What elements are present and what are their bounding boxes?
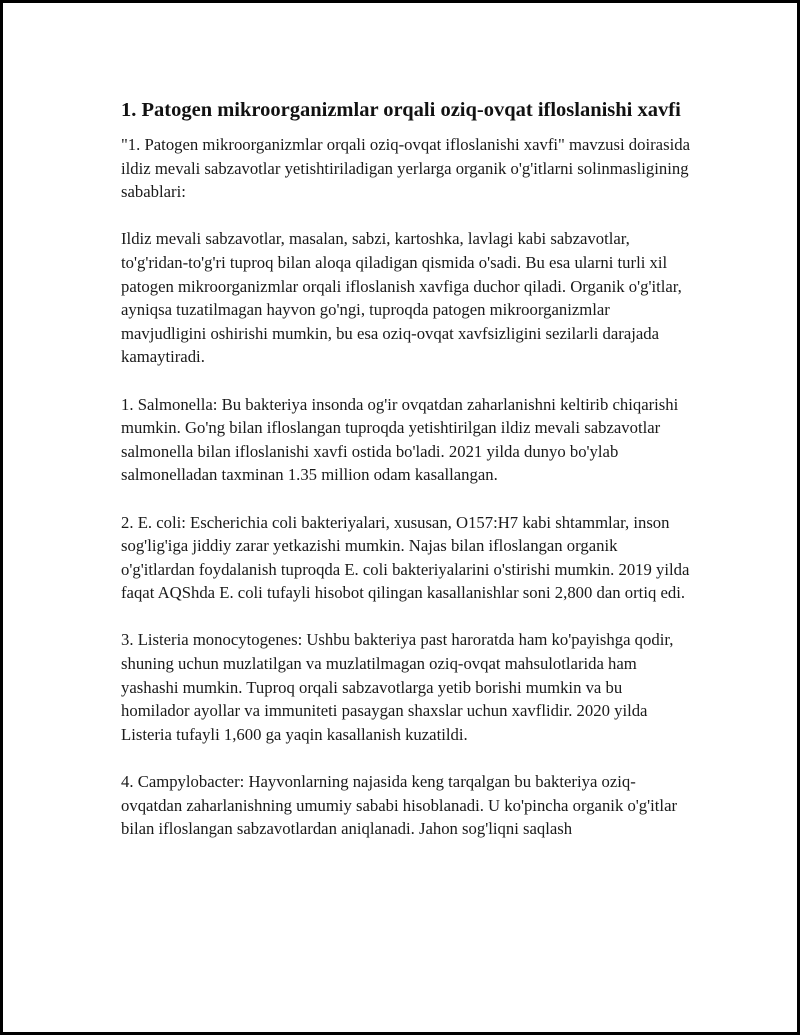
ecoli-paragraph: 2. E. coli: Escherichia coli bakteriyalari, xususan, O157:H7 kabi shtammlar, inson sog'lig'iga jiddiy zarar yetkazishi mumkin. Najas bilan ifloslangan organik o'g'itlardan foydalanish tuproqda E. coli bakteriyalarini o'stirishi mumkin. 2019 yilda faqat AQShda E. coli tufayli hisobot qilingan kasallanishlar soni 2,800 dan ortiq edi.: [121, 512, 690, 603]
intro-paragraph: "1. Patogen mikroorganizmlar orqali oziq-ovqat ifloslanishi xavfi" mavzusi doirasida ildiz mevali sabzavotlar yetishtiriladigan yerlarga organik o'g'itlarni solinmasligining sabablari:: [121, 135, 690, 202]
section-heading: 1. Patogen mikroorganizmlar orqali oziq-ovqat ifloslanishi xavfi: [121, 99, 681, 121]
document-body: [121, 95, 693, 864]
salmonella-paragraph: 1. Salmonella: Bu bakteriya insonda og'ir ovqatdan zaharlanishni keltirib chiqarishi mumkin. Go'ng bilan ifloslangan tuproqda yetishtirilgan ildiz mevali sabzavotlar salmonella bilan ifloslanishi xavfi ostida bo'ladi. 2021 yilda dunyo bo'ylab salmonelladan taxminan 1.35 million odam kasallangan.: [121, 394, 679, 485]
overview-paragraph: Ildiz mevali sabzavotlar, masalan, sabzi, kartoshka, lavlagi kabi sabzavotlar, to'g'ridan-to'g'ri tuproq bilan aloqa qiladigan qismida o'sadi. Bu esa ularni turli xil patogen mikroorganizmlar orqali ifloslanish xavfiga duchor qiladi. Organik o'g'itlar, ayniqsa tuzatilmagan hayvon go'ngi, tuproqda patogen mikroorganizmlar mavjudligini oshirishi mumkin, bu esa oziq-ovqat xavfsizligini sezilarli darajada kamaytiradi.: [121, 229, 682, 367]
campylobacter-paragraph: 4. Campylobacter: Hayvonlarning najasida keng tarqalgan bu bakteriya oziq-ovqatdan zaharlanishning umumiy sababi hisoblanadi. U ko'pincha organik o'g'itlar bilan ifloslangan sabzavotlardan aniqlanadi. Jahon sog'liqni saqlash: [121, 772, 678, 839]
listeria-paragraph: 3. Listeria monocytogenes: Ushbu bakteriya past haroratda ham ko'payishga qodir, shuning uchun muzlatilgan va muzlatilmagan oziq-ovqat mahsulotlarida ham yashashi mumkin. Tuproq orqali sabzavotlarga yetib borishi mumkin va bu homilador ayollar va immuniteti pasaygan shaxslar uchun xavflidir. 2020 yilda Listeria tufayli 1,600 ga yaqin kasallanish kuzatildi.: [121, 630, 674, 744]
